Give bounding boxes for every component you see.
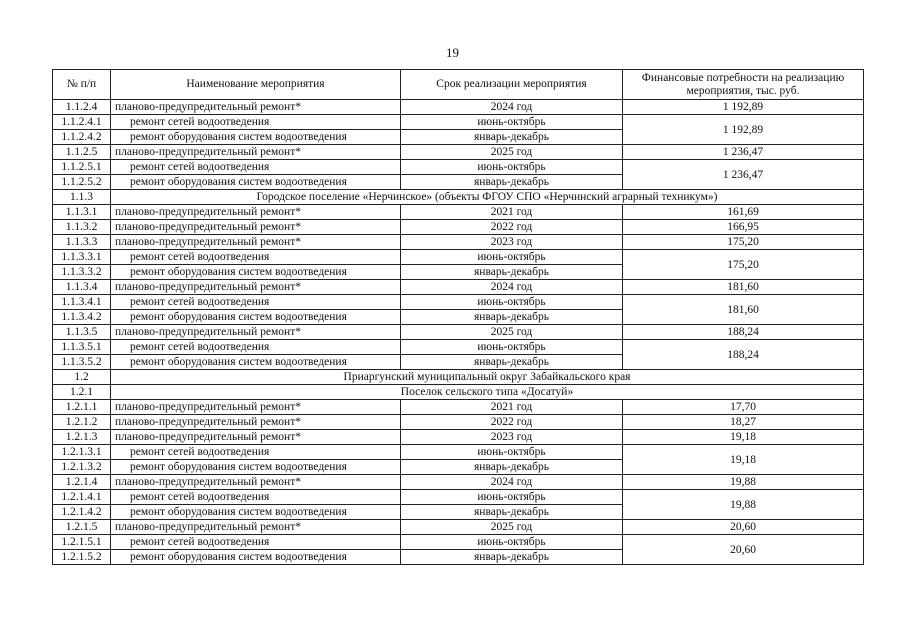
measure-term: январь-декабрь — [401, 505, 623, 520]
row-number: 1.2.1.4.2 — [53, 505, 111, 520]
row-number: 1.1.2.4.1 — [53, 115, 111, 130]
measure-name: планово-предупредительный ремонт* — [111, 220, 401, 235]
table-row — [53, 415, 864, 430]
table-header-row — [53, 70, 864, 100]
measure-term: январь-декабрь — [401, 310, 623, 325]
table-body — [53, 100, 864, 565]
table-row — [53, 475, 864, 490]
measure-finance: 181,60 — [623, 280, 864, 295]
row-number: 1.2.1.4 — [53, 475, 111, 490]
row-number: 1.2.1.3.2 — [53, 460, 111, 475]
measure-name: ремонт сетей водоотведения — [111, 445, 401, 460]
measure-name: ремонт сетей водоотведения — [111, 295, 401, 310]
measure-term: январь-декабрь — [401, 355, 623, 370]
measure-name: планово-предупредительный ремонт* — [111, 415, 401, 430]
measure-term: январь-декабрь — [401, 130, 623, 145]
measure-name: планово-предупредительный ремонт* — [111, 475, 401, 490]
section-title: Городское поселение «Нерчинское» (объекты ФГОУ СПО «Нерчинский аграрный техникум») — [111, 190, 864, 205]
measure-term: июнь-октябрь — [401, 160, 623, 175]
measure-term: 2024 год — [401, 280, 623, 295]
table-row — [53, 250, 864, 265]
table-row — [53, 445, 864, 460]
row-number: 1.1.3.3.2 — [53, 265, 111, 280]
table-row — [53, 430, 864, 445]
table-row — [53, 235, 864, 250]
row-number: 1.2.1.3 — [53, 430, 111, 445]
header-term: Срок реализации мероприятия — [401, 70, 623, 100]
row-number: 1.1.2.5 — [53, 145, 111, 160]
measure-name: ремонт сетей водоотведения — [111, 160, 401, 175]
section-title: Поселок сельского типа «Досатуй» — [111, 385, 864, 400]
measure-term: 2023 год — [401, 235, 623, 250]
measure-name: ремонт оборудования систем водоотведения — [111, 505, 401, 520]
row-number: 1.2.1.5.2 — [53, 550, 111, 565]
table-row — [53, 280, 864, 295]
row-number: 1.2.1 — [53, 385, 111, 400]
measure-term: июнь-октябрь — [401, 340, 623, 355]
row-number: 1.1.2.4 — [53, 100, 111, 115]
row-number: 1.1.2.5.2 — [53, 175, 111, 190]
measure-term: июнь-октябрь — [401, 250, 623, 265]
header-finance: Финансовые потребности на реализацию мероприятия, тыс. руб. — [623, 70, 864, 100]
row-number: 1.1.3.3 — [53, 235, 111, 250]
row-number: 1.2.1.4.1 — [53, 490, 111, 505]
measure-name: ремонт оборудования систем водоотведения — [111, 310, 401, 325]
measure-name: ремонт сетей водоотведения — [111, 340, 401, 355]
measure-finance: 188,24 — [623, 325, 864, 340]
measure-term: 2022 год — [401, 220, 623, 235]
measure-name: планово-предупредительный ремонт* — [111, 400, 401, 415]
row-number: 1.1.2.5.1 — [53, 160, 111, 175]
measure-term: январь-декабрь — [401, 460, 623, 475]
measure-finance: 19,18 — [623, 430, 864, 445]
row-number: 1.1.3.5.2 — [53, 355, 111, 370]
measure-name: планово-предупредительный ремонт* — [111, 145, 401, 160]
measure-term: июнь-октябрь — [401, 115, 623, 130]
row-number: 1.1.3.4.1 — [53, 295, 111, 310]
measure-name: ремонт оборудования систем водоотведения — [111, 265, 401, 280]
measure-finance: 175,20 — [623, 235, 864, 250]
measure-term: 2025 год — [401, 520, 623, 535]
measure-name: ремонт оборудования систем водоотведения — [111, 130, 401, 145]
row-number: 1.2.1.2 — [53, 415, 111, 430]
measure-finance: 19,88 — [623, 490, 864, 520]
measure-term: январь-декабрь — [401, 175, 623, 190]
row-number: 1.1.3 — [53, 190, 111, 205]
measure-name: ремонт сетей водоотведения — [111, 490, 401, 505]
table-section-row — [53, 385, 864, 400]
page-number: 19 — [446, 45, 459, 60]
table-row — [53, 340, 864, 355]
measure-finance: 181,60 — [623, 295, 864, 325]
row-number: 1.1.3.4.2 — [53, 310, 111, 325]
table-row — [53, 205, 864, 220]
measure-name: ремонт сетей водоотведения — [111, 115, 401, 130]
measure-term: январь-декабрь — [401, 550, 623, 565]
measure-name: ремонт оборудования систем водоотведения — [111, 175, 401, 190]
measure-name: ремонт оборудования систем водоотведения — [111, 550, 401, 565]
measure-term: 2025 год — [401, 145, 623, 160]
table-row — [53, 490, 864, 505]
section-title: Приаргунский муниципальный округ Забайкальского края — [111, 370, 864, 385]
measure-term: январь-декабрь — [401, 265, 623, 280]
measure-finance: 17,70 — [623, 400, 864, 415]
measure-term: 2025 год — [401, 325, 623, 340]
measure-term: 2022 год — [401, 415, 623, 430]
measure-finance: 175,20 — [623, 250, 864, 280]
row-number: 1.2.1.5 — [53, 520, 111, 535]
measure-finance: 1 236,47 — [623, 160, 864, 190]
measure-name: ремонт сетей водоотведения — [111, 535, 401, 550]
measure-term: 2021 год — [401, 205, 623, 220]
measure-finance: 18,27 — [623, 415, 864, 430]
measure-finance: 1 236,47 — [623, 145, 864, 160]
measure-name: ремонт сетей водоотведения — [111, 250, 401, 265]
row-number: 1.2.1.1 — [53, 400, 111, 415]
row-number: 1.1.3.2 — [53, 220, 111, 235]
measure-name: планово-предупредительный ремонт* — [111, 325, 401, 340]
measure-name: ремонт оборудования систем водоотведения — [111, 355, 401, 370]
header-num: № п/п — [53, 70, 111, 100]
table-row — [53, 220, 864, 235]
table-row — [53, 100, 864, 115]
table-row — [53, 115, 864, 130]
measure-finance: 1 192,89 — [623, 115, 864, 145]
header-name: Наименование мероприятия — [111, 70, 401, 100]
measure-finance: 1 192,89 — [623, 100, 864, 115]
measure-finance: 19,18 — [623, 445, 864, 475]
measure-name: планово-предупредительный ремонт* — [111, 430, 401, 445]
measure-name: планово-предупредительный ремонт* — [111, 280, 401, 295]
measure-name: планово-предупредительный ремонт* — [111, 520, 401, 535]
row-number: 1.1.3.5 — [53, 325, 111, 340]
measure-finance: 166,95 — [623, 220, 864, 235]
row-number: 1.2 — [53, 370, 111, 385]
row-number: 1.2.1.3.1 — [53, 445, 111, 460]
measure-finance: 161,69 — [623, 205, 864, 220]
row-number: 1.1.3.5.1 — [53, 340, 111, 355]
measure-finance: 188,24 — [623, 340, 864, 370]
measure-name: планово-предупредительный ремонт* — [111, 100, 401, 115]
row-number: 1.1.3.1 — [53, 205, 111, 220]
measure-term: 2023 год — [401, 430, 623, 445]
measure-term: июнь-октябрь — [401, 295, 623, 310]
measure-finance: 20,60 — [623, 535, 864, 565]
measure-finance: 20,60 — [623, 520, 864, 535]
measure-name: планово-предупредительный ремонт* — [111, 235, 401, 250]
measure-term: июнь-октябрь — [401, 490, 623, 505]
row-number: 1.2.1.5.1 — [53, 535, 111, 550]
table-row — [53, 535, 864, 550]
table-row — [53, 400, 864, 415]
measure-name: ремонт оборудования систем водоотведения — [111, 460, 401, 475]
measure-term: июнь-октябрь — [401, 535, 623, 550]
measure-term: 2021 год — [401, 400, 623, 415]
measure-finance: 19,88 — [623, 475, 864, 490]
table-row — [53, 145, 864, 160]
measure-term: 2024 год — [401, 100, 623, 115]
table-row — [53, 295, 864, 310]
table-row — [53, 160, 864, 175]
table-row — [53, 325, 864, 340]
measure-name: планово-предупредительный ремонт* — [111, 205, 401, 220]
table-section-row — [53, 370, 864, 385]
table-section-row — [53, 190, 864, 205]
measure-term: 2024 год — [401, 475, 623, 490]
row-number: 1.1.3.4 — [53, 280, 111, 295]
measure-term: июнь-октябрь — [401, 445, 623, 460]
measures-table — [52, 69, 864, 565]
table-row — [53, 520, 864, 535]
row-number: 1.1.3.3.1 — [53, 250, 111, 265]
row-number: 1.1.2.4.2 — [53, 130, 111, 145]
